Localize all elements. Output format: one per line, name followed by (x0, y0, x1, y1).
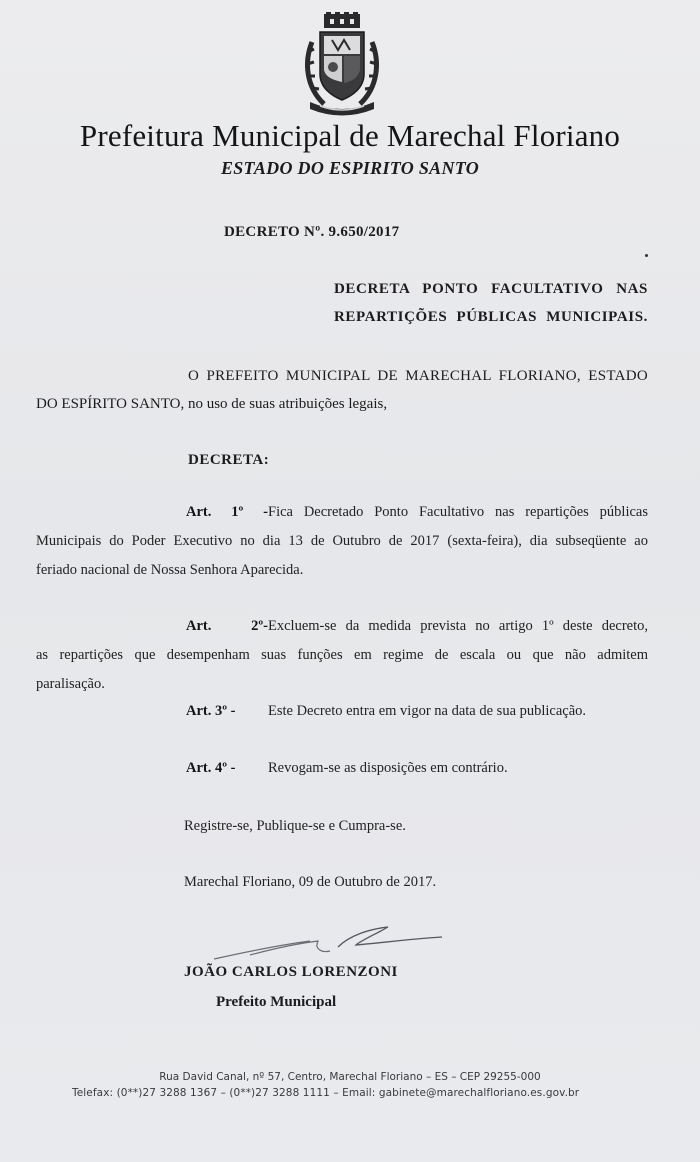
article-text: Fica Decretado Ponto Facultativo nas repartições públicas (268, 504, 648, 520)
article-2 (36, 612, 648, 699)
paper-speck (645, 254, 648, 257)
publication-clause: Registre-se, Publique-se e Cumpra-se. (184, 818, 406, 834)
state-subtitle: ESTADO DO ESPIRITO SANTO (220, 158, 480, 178)
decree-preamble (36, 362, 648, 418)
article-text: paralisação. (36, 676, 105, 692)
article-first-line (36, 498, 648, 527)
ementa-line: REPARTIÇÕES PÚBLICAS MUNICIPAIS. (334, 309, 648, 325)
article-label: Art. 2º- (186, 618, 268, 634)
article-label: Art. 3º - (186, 703, 236, 719)
article-text: Municipais do Poder Executivo no dia 13 de Outubro de 2017 (sexta-feira), dia subseqüente ao (36, 533, 648, 549)
decreta-heading: DECRETA: (188, 452, 270, 468)
article-1 (36, 498, 648, 585)
article-3 (186, 703, 586, 720)
article-first-line (36, 612, 648, 641)
article-label: Art. 1º - (186, 504, 268, 520)
article-text: Revogam-se as disposições em contrário. (268, 760, 508, 776)
article-4 (186, 760, 508, 777)
decree-ementa (334, 275, 648, 331)
article-text: as repartições que desempenham suas funções em regime de escala ou que não admitem (36, 647, 648, 663)
article-text: feriado nacional de Nossa Senhora Aparecida. (36, 562, 304, 578)
footer-contact: Telefax: (0**)27 3288 1367 – (0**)27 3288 1111 – Email: gabinete@marechalfloriano.es.gov.br (72, 1087, 580, 1099)
preamble-line: DO ESPÍRITO SANTO, no uso de suas atribuições legais, (36, 396, 388, 412)
article-text: Este Decreto entra em vigor na data de sua publicação. (268, 703, 587, 719)
article-text: Excluem-se da medida prevista no artigo 1º deste decreto, (268, 618, 648, 634)
signer-role: Prefeito Municipal (216, 994, 337, 1010)
article-label: Art. 4º - (186, 760, 236, 776)
decree-number: DECRETO Nº. 9.650/2017 (224, 224, 400, 240)
place-and-date: Marechal Floriano, 09 de Outubro de 2017. (184, 874, 437, 890)
signer-name: JOÃO CARLOS LORENZONI (184, 964, 398, 980)
preamble-line: O PREFEITO MUNICIPAL DE MARECHAL FLORIANO, ESTADO (188, 368, 648, 384)
municipality-title: Prefeitura Municipal de Marechal Floriano (79, 118, 621, 153)
ementa-line: DECRETA PONTO FACULTATIVO NAS (334, 281, 648, 297)
footer-address: Rua David Canal, nº 57, Centro, Marechal Floriano – ES – CEP 29255-000 (159, 1071, 541, 1083)
coat-of-arms-icon (302, 12, 382, 118)
